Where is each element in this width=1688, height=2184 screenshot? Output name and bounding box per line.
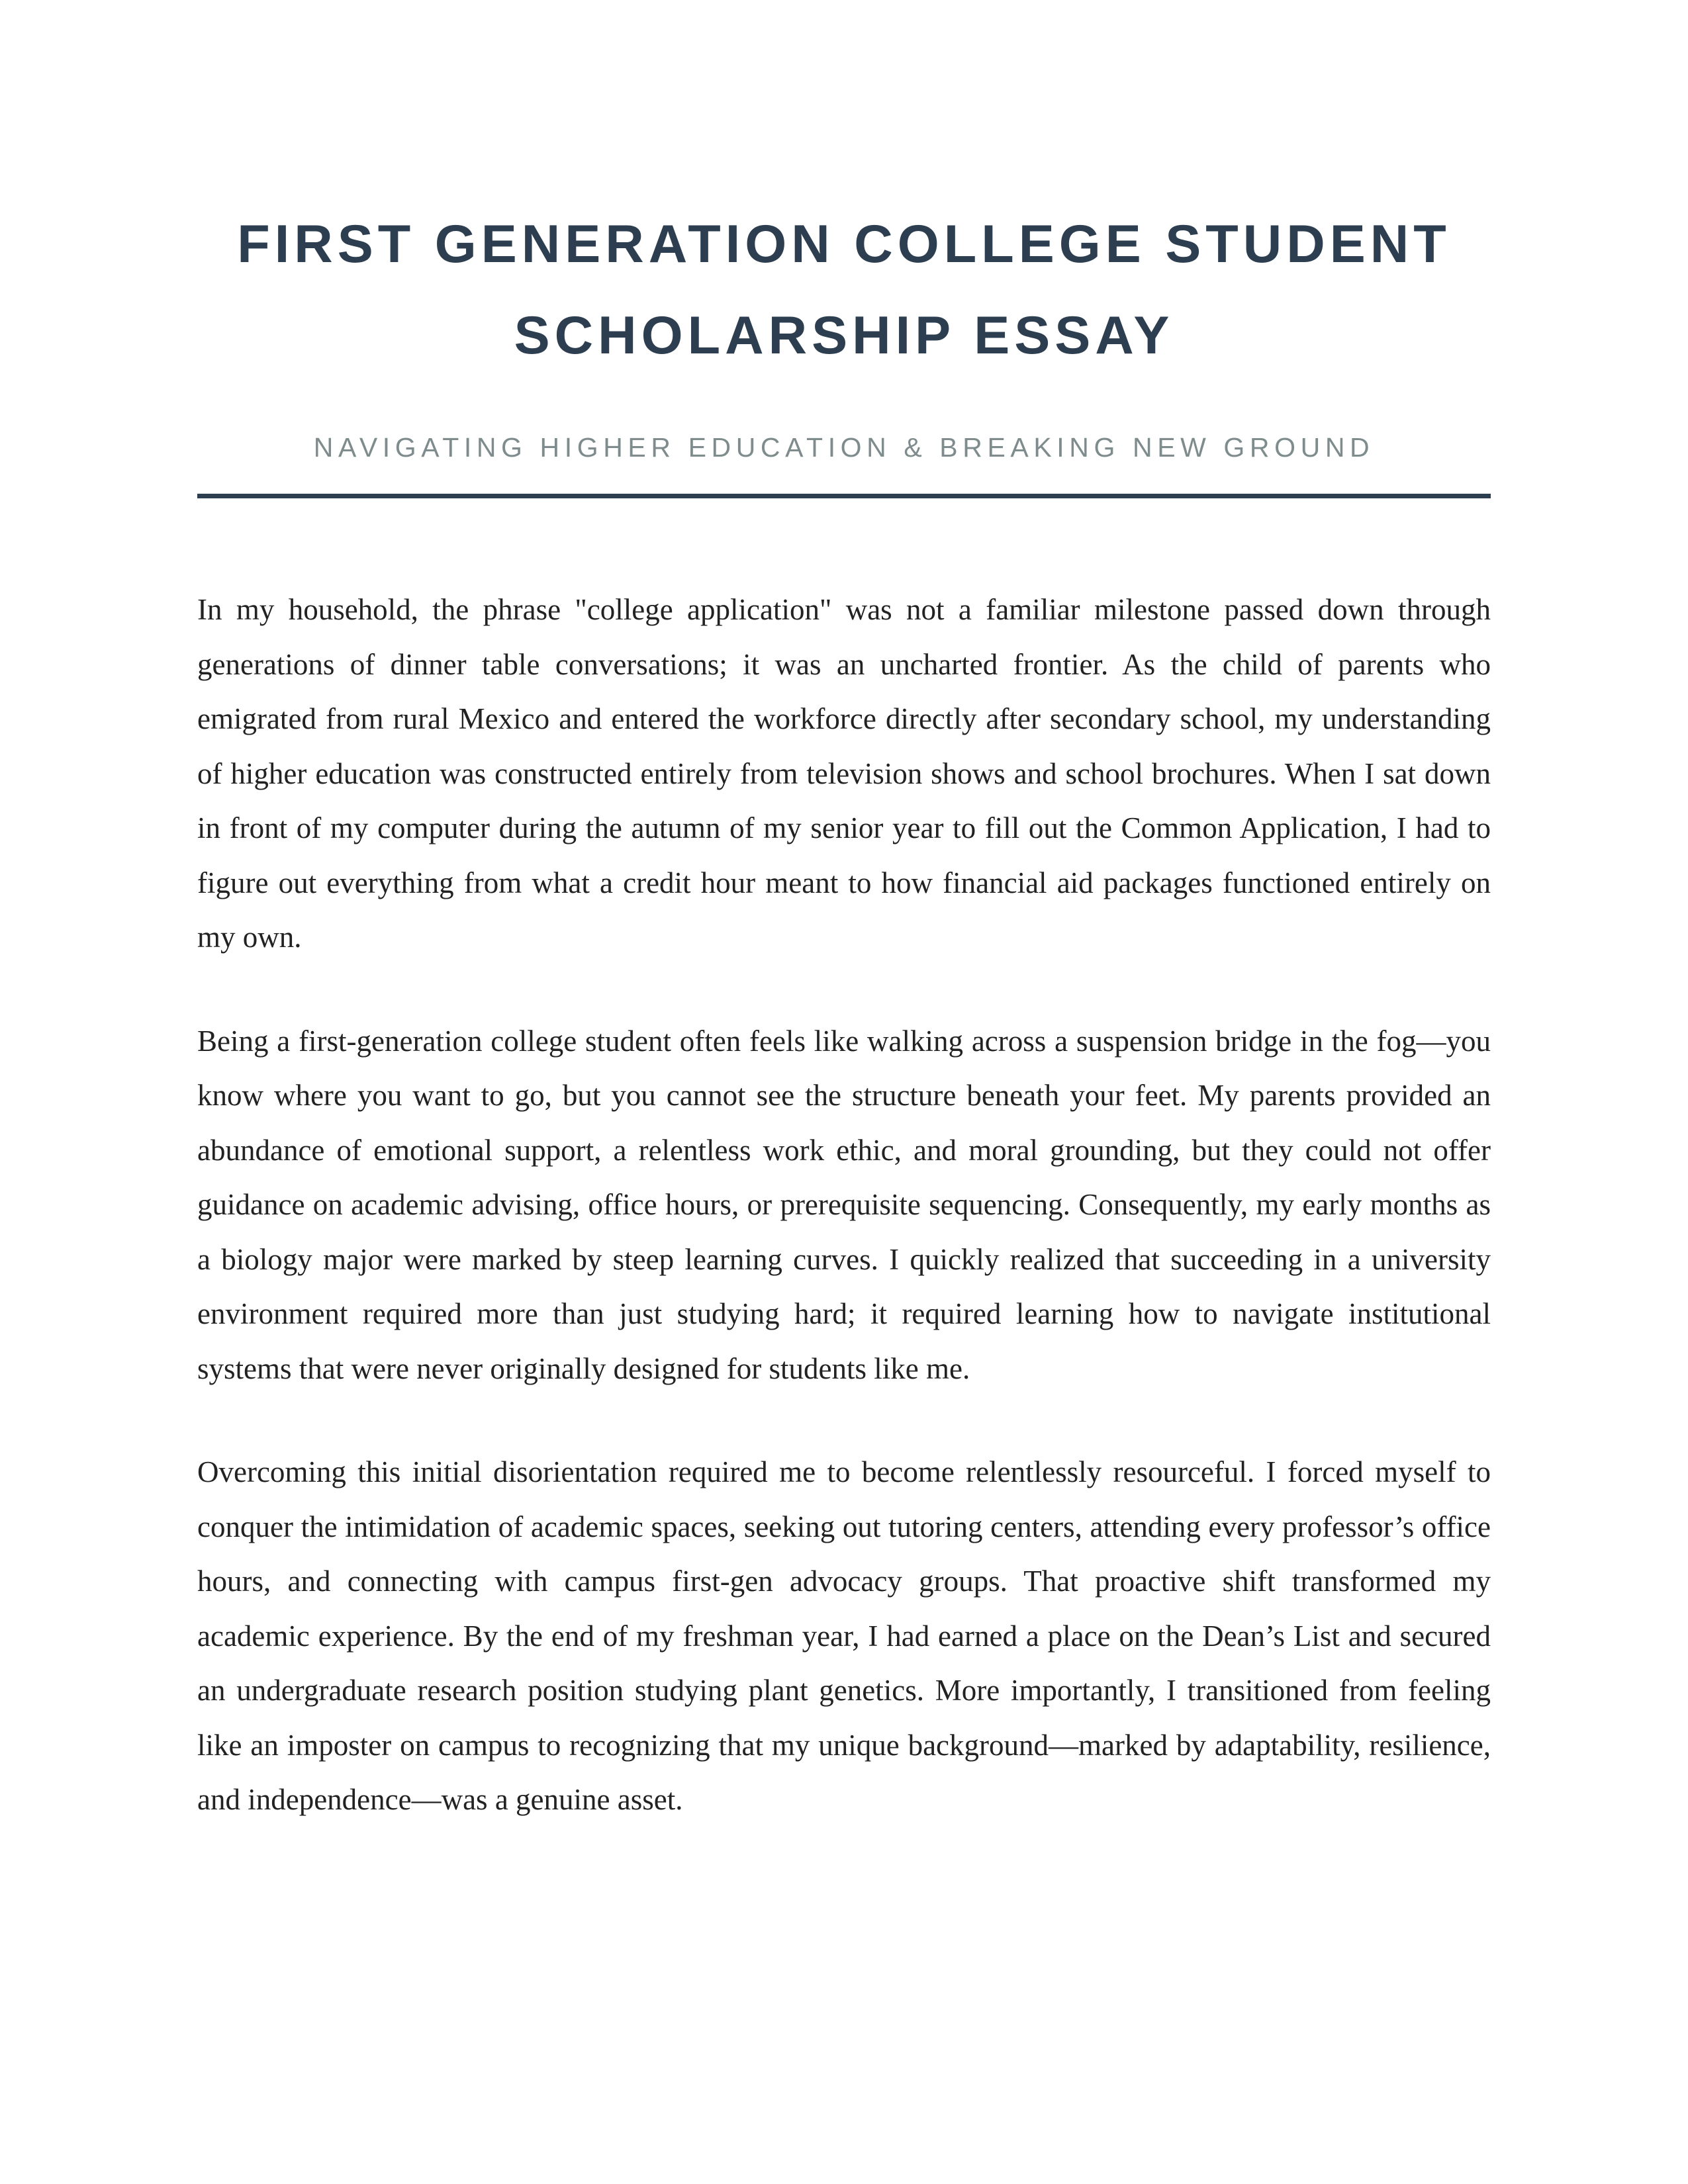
header-divider <box>197 494 1491 498</box>
title-line-2: SCHOLARSHIP ESSAY <box>514 306 1174 365</box>
essay-paragraph-1: In my household, the phrase "college application" was not a familiar milestone passed down through generations of dinner table conversations; it was an uncharted frontier. As the child of parents who emigrated from rural Mexico and entered the workforce directly after secondary school, my understanding of higher education was constructed entirely from television shows and school brochures. When I sat down in front of my computer during the autumn of my senior year to fill out the Common Application, I had to figure out everything from what a credit hour meant to how financial aid packages functioned entirely on my own. <box>197 593 1491 954</box>
title-line-1: FIRST GENERATION COLLEGE STUDENT <box>237 214 1451 274</box>
essay-paragraph-3: Overcoming this initial disorientation required me to become relentlessly resourceful. I forced myself to conquer the intimidation of academic spaces, seeking out tutoring centers, attending every professor’s office hours, and connecting with campus first-gen advocacy groups. That proactive shift transformed my academic experience. By the end of my freshman year, I had earned a place on the Dean’s List and secured an undergraduate research position studying plant genetics. More importantly, I transitioned from feeling like an imposter on campus to recognizing that my unique background—marked by adaptability, resilience, and independence—was a genuine asset. <box>197 1455 1491 1816</box>
essay-paragraph-2: Being a first-generation college student often feels like walking across a suspension bridge in the fog—you know where you want to go, but you cannot see the structure beneath your feet. My parents provided an abundance of emotional support, a relentless work ethic, and moral grounding, but they could not offer guidance on academic advising, office hours, or prerequisite sequencing. Consequently, my early months as a biology major were marked by steep learning curves. I quickly realized that succeeding in a university environment required more than just studying hard; it required learning how to navigate institutional systems that were never originally designed for students like me. <box>197 1024 1491 1385</box>
page-title <box>197 199 1491 381</box>
essay-body <box>197 582 1491 1876</box>
page-subtitle: NAVIGATING HIGHER EDUCATION & BREAKING NEW GROUND <box>313 432 1375 463</box>
essay-header <box>197 199 1491 463</box>
